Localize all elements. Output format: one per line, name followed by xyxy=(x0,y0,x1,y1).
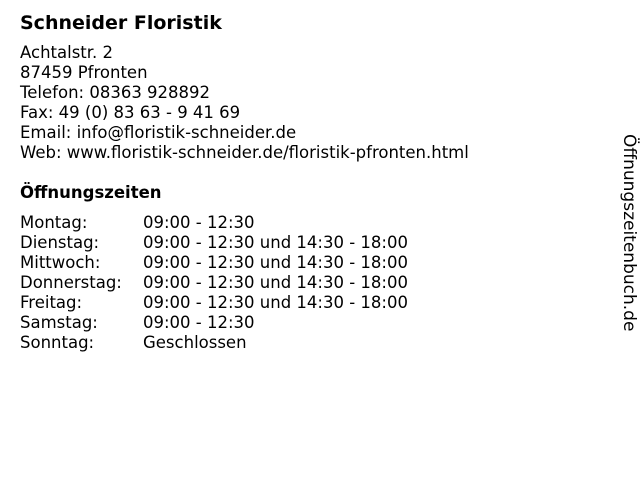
hours-day: Mittwoch: xyxy=(20,253,101,272)
city-address: 87459 Pfronten xyxy=(20,63,148,82)
hours-time: 09:00 - 12:30 und 14:30 - 18:00 xyxy=(143,293,408,312)
hours-time: Geschlossen xyxy=(143,333,247,352)
hours-day: Dienstag: xyxy=(20,233,100,252)
email-address: Email: info@floristik-schneider.de xyxy=(20,123,297,142)
business-name: Schneider Floristik xyxy=(20,12,222,34)
website-address: Web: www.floristik-schneider.de/floristik-pfronten.html xyxy=(20,143,469,162)
hours-day: Freitag: xyxy=(20,293,83,312)
phone-number: Telefon: 08363 928892 xyxy=(20,83,211,102)
hours-day: Samstag: xyxy=(20,313,98,332)
hours-time: 09:00 - 12:30 und 14:30 - 18:00 xyxy=(143,253,408,272)
site-brand-vertical xyxy=(618,134,640,331)
hours-time: 09:00 - 12:30 xyxy=(143,313,255,332)
opening-hours-heading: Öffnungszeiten xyxy=(20,183,162,202)
hours-time: 09:00 - 12:30 und 14:30 - 18:00 xyxy=(143,273,408,292)
site-brand-label: Öffnungszeitenbuch.de xyxy=(619,134,639,332)
hours-time: 09:00 - 12:30 und 14:30 - 18:00 xyxy=(143,233,408,252)
hours-day: Sonntag: xyxy=(20,333,95,352)
fax-number: Fax: 49 (0) 83 63 - 9 41 69 xyxy=(20,103,241,122)
contact-details xyxy=(20,43,469,163)
hours-day: Montag: xyxy=(20,213,88,232)
hours-time: 09:00 - 12:30 xyxy=(143,213,255,232)
street-address: Achtalstr. 2 xyxy=(20,43,114,62)
hours-day: Donnerstag: xyxy=(20,273,122,292)
